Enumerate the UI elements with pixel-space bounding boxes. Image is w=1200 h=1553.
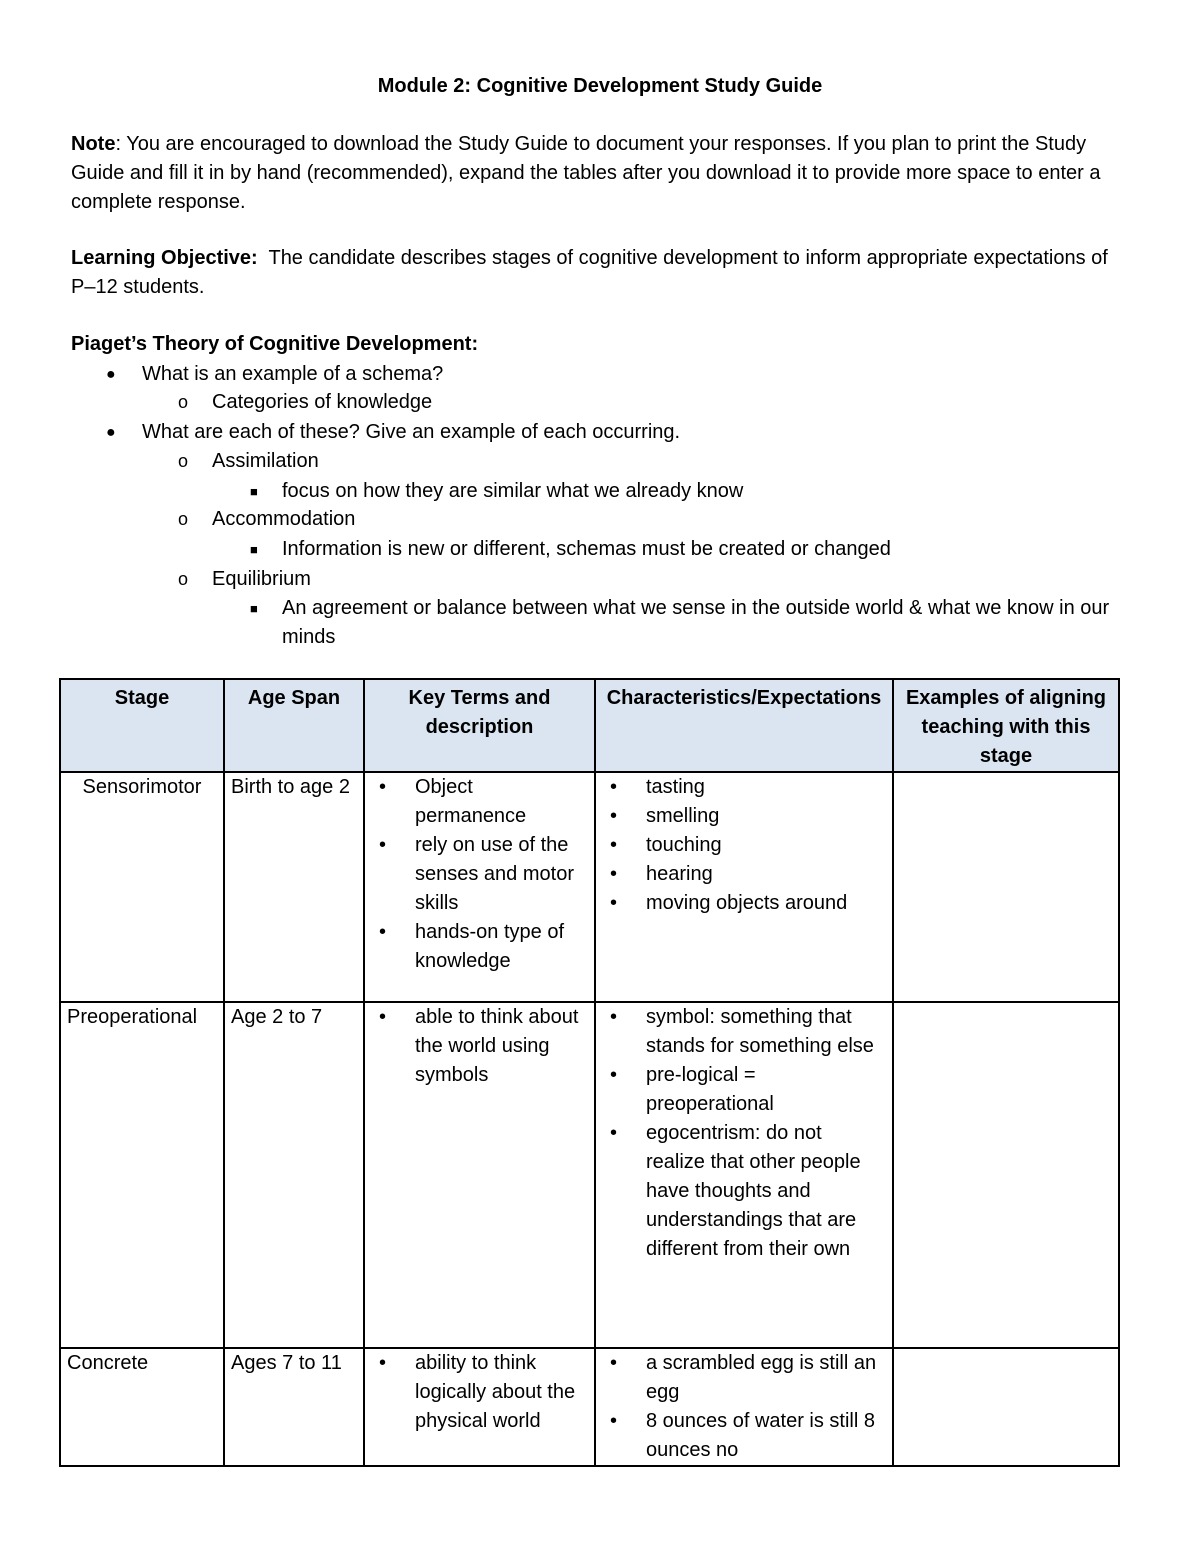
- equilibrium-label: Equilibrium: [212, 568, 311, 590]
- learning-objective: [71, 244, 1131, 302]
- schema-answer: [178, 388, 1112, 417]
- age-cell: Birth to age 2: [224, 772, 364, 1002]
- age-cell: Age 2 to 7: [224, 1002, 364, 1348]
- examples-cell[interactable]: [893, 1002, 1119, 1348]
- assimilation-label: Assimilation: [212, 450, 319, 472]
- assimilation-item: [178, 447, 1112, 476]
- equilibrium-text: An agreement or balance between what we sense in the outside world & what we know in our minds: [282, 597, 1110, 648]
- characteristics-cell: [595, 1348, 893, 1466]
- header-key-terms: Key Terms and description: [364, 679, 595, 772]
- schema-question-text: What is an example of a schema?: [142, 363, 444, 385]
- list-item: • 8 ounces of water is still 8 ounces no: [646, 1407, 886, 1465]
- list-item: • symbol: something that stands for something else: [646, 1003, 886, 1061]
- accommodation-item: [178, 505, 1112, 534]
- circle-bullet-icon: o: [178, 569, 189, 589]
- list-item: • pre-logical = preoperational: [646, 1061, 886, 1119]
- examples-cell[interactable]: [893, 772, 1119, 1002]
- characteristics-cell: [595, 1002, 893, 1348]
- bullet-icon: ●: [106, 366, 116, 383]
- assimilation-description: [250, 477, 1122, 506]
- circle-bullet-icon: o: [178, 392, 189, 412]
- stage-cell: Sensorimotor: [60, 772, 224, 1002]
- equilibrium-item: [178, 565, 1112, 594]
- list-item: • rely on use of the senses and motor skills: [415, 831, 588, 918]
- stages-table: [59, 678, 1120, 1467]
- stage-cell: Concrete: [60, 1348, 224, 1466]
- assimilation-text: focus on how they are similar what we already know: [282, 480, 744, 502]
- list-item: • able to think about the world using symbols: [415, 1003, 588, 1090]
- accommodation-label: Accommodation: [212, 508, 356, 530]
- process-question: [106, 418, 1122, 447]
- objective-text: The candidate describes stages of cognitive development to inform appropriate expectations of P–12 students.: [71, 247, 1114, 298]
- characteristics-cell: [595, 772, 893, 1002]
- objective-label: Learning Objective:: [71, 247, 258, 269]
- list-item: • egocentrism: do not realize that other people have thoughts and understandings that are different from their own: [646, 1119, 886, 1264]
- square-bullet-icon: ■: [250, 542, 258, 557]
- stage-cell: Preoperational: [60, 1002, 224, 1348]
- square-bullet-icon: ■: [250, 484, 258, 499]
- table-header-row: [60, 679, 1119, 772]
- header-stage: Stage: [60, 679, 224, 772]
- terms-cell: [364, 1002, 595, 1348]
- circle-bullet-icon: o: [178, 451, 189, 471]
- table-row: [60, 1002, 1119, 1348]
- square-bullet-icon: ■: [250, 601, 258, 616]
- schema-answer-text: Categories of knowledge: [212, 391, 433, 413]
- age-cell: Ages 7 to 11: [224, 1348, 364, 1466]
- list-item: • touching: [646, 831, 886, 860]
- list-item: • hands-on type of knowledge: [415, 918, 588, 976]
- table-row: [60, 1348, 1119, 1466]
- list-item: • ability to think logically about the physical world: [415, 1349, 588, 1436]
- piaget-heading: Piaget’s Theory of Cognitive Development:: [71, 333, 479, 355]
- list-item: • a scrambled egg is still an egg: [646, 1349, 886, 1407]
- schema-question: [106, 360, 1122, 389]
- list-item: • Object permanence: [415, 773, 588, 831]
- list-item: • tasting: [646, 773, 886, 802]
- header-examples: Examples of aligning teaching with this stage: [893, 679, 1119, 772]
- list-item: • moving objects around: [646, 889, 886, 918]
- table-row: [60, 772, 1119, 1002]
- note-text: : You are encouraged to download the Study Guide to document your responses. If you plan to print the Study Guide and fill it in by hand (recommended), expand the tables after you download it to provide more space to enter a complete response.: [71, 133, 1101, 213]
- accommodation-description: [250, 535, 1122, 564]
- header-age-span: Age Span: [224, 679, 364, 772]
- equilibrium-description: [250, 594, 1128, 652]
- terms-cell: [364, 1348, 595, 1466]
- page-title: Module 2: Cognitive Development Study Guide: [377, 75, 823, 97]
- list-item: • hearing: [646, 860, 886, 889]
- examples-cell[interactable]: [893, 1348, 1119, 1466]
- circle-bullet-icon: o: [178, 509, 189, 529]
- list-item: • smelling: [646, 802, 886, 831]
- process-question-text: What are each of these? Give an example of each occurring.: [142, 421, 681, 443]
- bullet-icon: ●: [106, 424, 116, 441]
- note-paragraph: [71, 130, 1131, 217]
- note-label: Note: [71, 133, 116, 155]
- header-characteristics: Characteristics/Expectations: [595, 679, 893, 772]
- terms-cell: [364, 772, 595, 1002]
- accommodation-text: Information is new or different, schemas must be created or changed: [282, 538, 891, 560]
